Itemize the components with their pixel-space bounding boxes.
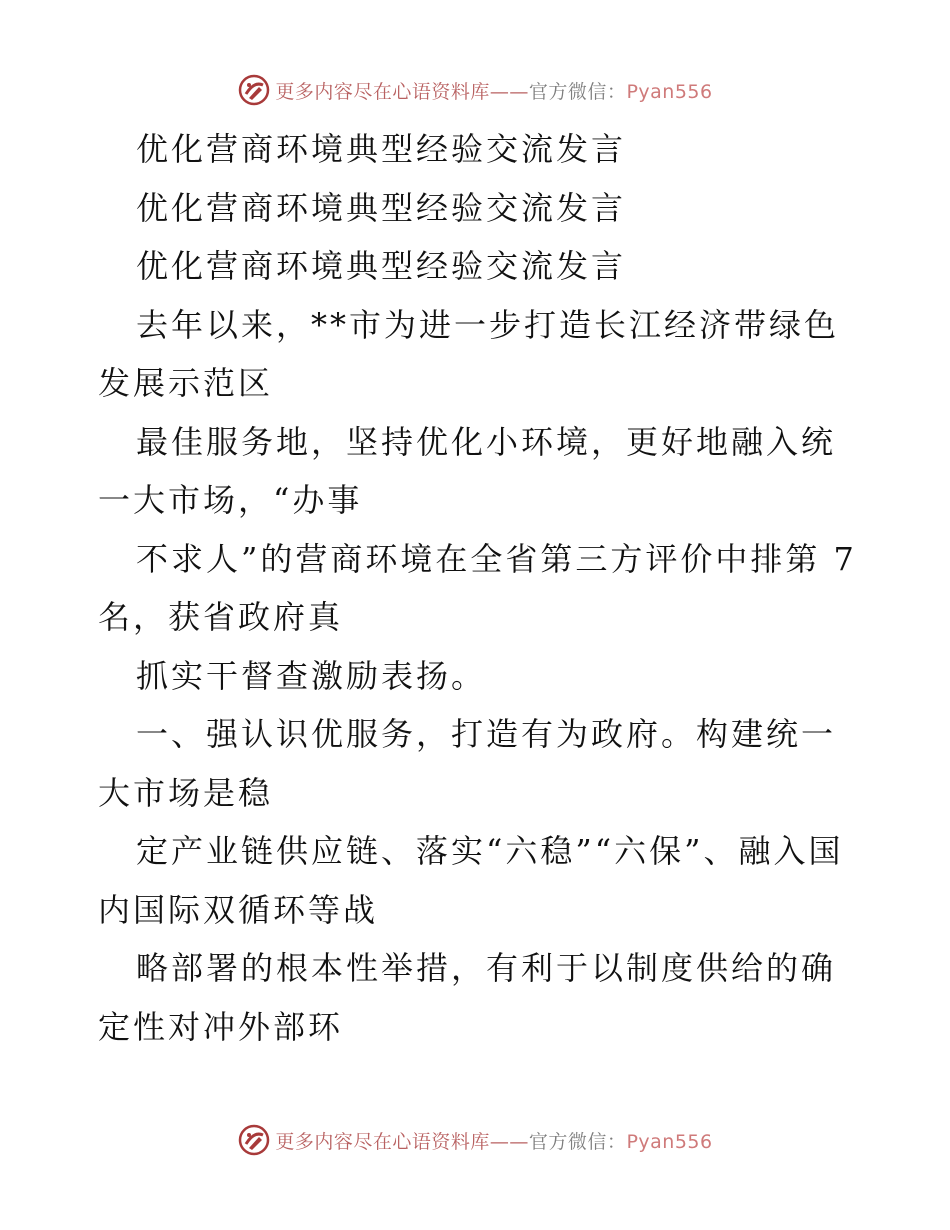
banner-wechat-id: Pyan556 [626, 1130, 713, 1153]
banner-dash: —— [489, 1130, 529, 1153]
paragraph: 定产业链供应链、落实“六稳”“六保”、融入国内国际双循环等战 [98, 832, 844, 929]
footer-banner [0, 1118, 950, 1162]
logo-icon [237, 1123, 271, 1157]
doc-title-1: 优化营商环境典型经验交流发言 [136, 130, 627, 168]
banner-wechat-label: 官方微信： [528, 1130, 627, 1153]
paragraph: 抓实干督查激励表扬。 [136, 656, 487, 695]
document-body [98, 120, 858, 1056]
banner-wechat-id: Pyan556 [626, 80, 713, 103]
paragraph: 去年以来，**市为进一步打造长江经济带绿色发展示范区 [98, 305, 840, 402]
banner-main-text: 更多内容尽在心语资料库 [275, 1130, 490, 1153]
banner-main-text: 更多内容尽在心语资料库 [275, 80, 490, 103]
doc-title-2: 优化营商环境典型经验交流发言 [136, 188, 627, 227]
paragraph: 不求人”的营商环境在全省第三方评价中排第 7 名，获省政府真 [98, 539, 857, 636]
paragraph: 略部署的根本性举措，有利于以制度供给的确定性对冲外部环 [98, 949, 837, 1046]
banner-dash: —— [489, 80, 529, 103]
header-banner [0, 68, 950, 112]
logo-icon [237, 73, 271, 107]
doc-title-3: 优化营商环境典型经验交流发言 [136, 247, 627, 285]
paragraph: 一、强认识优服务，打造有为政府。构建统一大市场是稳 [98, 715, 837, 812]
paragraph: 最佳服务地，坚持优化小环境，更好地融入统一大市场，“办事 [98, 422, 837, 519]
banner-wechat-label: 官方微信： [528, 80, 627, 103]
